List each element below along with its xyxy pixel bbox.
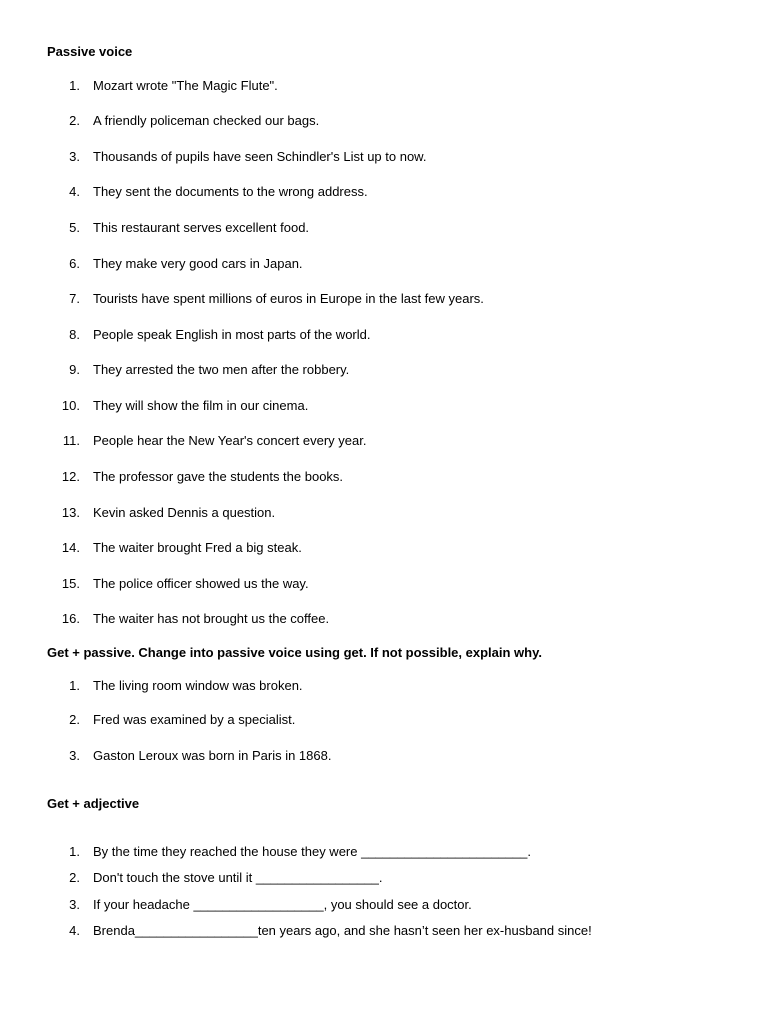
item-text: This restaurant serves excellent food.: [93, 220, 310, 235]
item-number: 7.: [69, 291, 80, 306]
item-number: 16.: [61, 611, 80, 626]
item-number: 3.: [69, 748, 80, 763]
item-text: People hear the New Year's concert every year.: [93, 433, 367, 448]
item-number: 9.: [69, 362, 80, 377]
item-text: If your headache __________________, you should see a doctor.: [93, 897, 472, 912]
item-number: 1.: [69, 78, 80, 93]
item-text: Thousands of pupils have seen Schindler's List up to now.: [93, 149, 427, 164]
item-text: The professor gave the students the books.: [93, 469, 344, 484]
item-number: 13.: [61, 505, 80, 520]
item-number: 2.: [69, 870, 80, 885]
item-number: 2.: [69, 712, 80, 727]
item-text: The living room window was broken.: [93, 678, 303, 693]
item-number: 1.: [69, 678, 80, 693]
item-text: Fred was examined by a specialist.: [93, 712, 296, 727]
item-number: 1.: [69, 844, 80, 859]
item-text: The waiter brought Fred a big steak.: [93, 540, 302, 555]
item-text: Mozart wrote "The Magic Flute".: [93, 78, 278, 93]
item-text: They will show the film in our cinema.: [93, 398, 309, 413]
item-number: 14.: [61, 540, 80, 555]
item-text: They make very good cars in Japan.: [93, 256, 303, 271]
item-text: A friendly policeman checked our bags.: [93, 113, 320, 128]
item-number: 5.: [69, 220, 80, 235]
item-number: 10.: [61, 398, 80, 413]
section-heading-passive-voice: Passive voice: [47, 44, 133, 59]
item-number: 8.: [69, 327, 80, 342]
item-number: 3.: [69, 149, 80, 164]
item-text: They arrested the two men after the robbery.: [93, 362, 350, 377]
item-text: Tourists have spent millions of euros in Europe in the last few years.: [93, 291, 484, 306]
item-text: Gaston Leroux was born in Paris in 1868.: [93, 748, 332, 763]
item-number: 12.: [61, 469, 80, 484]
section-heading-get-adjective: Get + adjective: [47, 796, 140, 811]
item-number: 2.: [69, 113, 80, 128]
item-text: Brenda_________________ten years ago, and she hasn’t seen her ex-husband since!: [93, 923, 592, 938]
item-number: 4.: [69, 923, 80, 938]
item-number: 15.: [61, 576, 80, 591]
item-number: 4.: [69, 184, 80, 199]
item-text: By the time they reached the house they were _______________________.: [93, 844, 532, 859]
item-text: People speak English in most parts of the world.: [93, 327, 371, 342]
item-text: Kevin asked Dennis a question.: [93, 505, 276, 520]
item-number: 6.: [69, 256, 80, 271]
item-number: 3.: [69, 897, 80, 912]
section-heading-get-passive: Get + passive. Change into passive voice using get. If not possible, explain why.: [47, 645, 542, 660]
item-number: 11.: [62, 433, 80, 448]
item-text: They sent the documents to the wrong address.: [93, 184, 368, 199]
item-text: The police officer showed us the way.: [93, 576, 309, 591]
item-text: Don't touch the stove until it _________________.: [93, 870, 383, 885]
item-text: The waiter has not brought us the coffee.: [93, 611, 330, 626]
